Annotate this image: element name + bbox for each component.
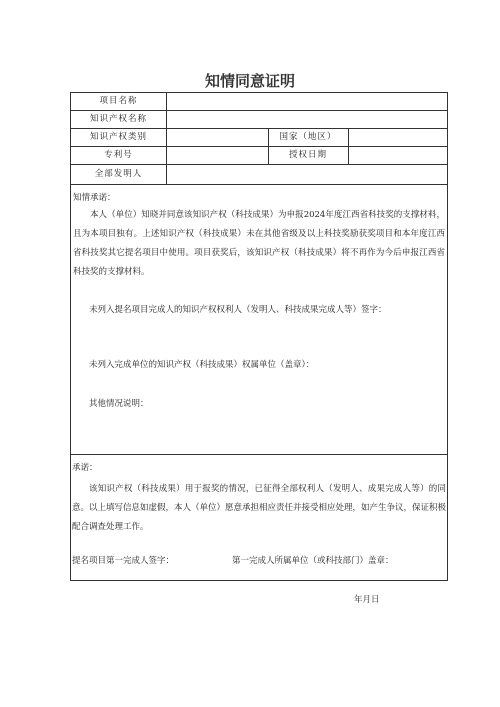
row-divider — [71, 184, 447, 185]
column-divider — [348, 128, 349, 164]
ip-type-label: 知识产权类别 — [89, 132, 147, 142]
project-name-label: 项目名称 — [99, 96, 138, 106]
owner-unit-seal-label: 未列入完成单位的知识产权（科技成果）权属单位（盖章）： — [89, 360, 315, 370]
other-notes-label: 其他情况说明： — [89, 399, 149, 409]
commitment-heading: 承诺： — [72, 463, 98, 473]
inventors-label: 全部发明人 — [94, 169, 143, 179]
section-divider — [71, 454, 447, 455]
date-label: 年月日 — [354, 595, 380, 605]
country-label: 国家（地区） — [279, 132, 337, 142]
ip-name-label: 知识产权名称 — [89, 114, 147, 124]
page-title: 知情同意证明 — [204, 72, 295, 90]
first-completer-signature-label: 提名项目第一完成人签字： — [72, 556, 175, 566]
row-divider — [71, 164, 447, 165]
column-divider — [166, 93, 167, 184]
patent-no-label: 专利号 — [104, 150, 133, 160]
first-completer-unit-seal-label: 第一完成人所属单位（或科技部门）盖章： — [232, 556, 394, 566]
commitment-paragraph: 该知识产权（科技成果）用于报奖的情况，已征得全部权利人（发明人、成果完成人等）的同意。以上填写信息如虚假，本人（单位）愿意承担相应责任并接受相应处理，如产生争议，保证积极配合调查处理工作。 — [72, 484, 447, 532]
rights-holder-signature-label: 未列入提名项目完成人的知识产权权利人（发明人、科技成果完成人等）签字： — [89, 305, 387, 315]
grant-date-label: 授权日期 — [288, 150, 327, 160]
consent-paragraph: 本人（单位）知晓并同意该知识产权（科技成果）为申报2024年度江西省科技奖的支撑材料，且为本项目独有。上述知识产权（科技成果）未在其他省级及以上科技奖励获奖项目和本年度江西省科技奖其它提名项目中使用。项目获奖后，该知识产权（科技成果）将不再作为今后申报江西省科技奖的支撑材料。 — [73, 210, 445, 277]
consent-heading: 知情承诺： — [73, 193, 116, 203]
